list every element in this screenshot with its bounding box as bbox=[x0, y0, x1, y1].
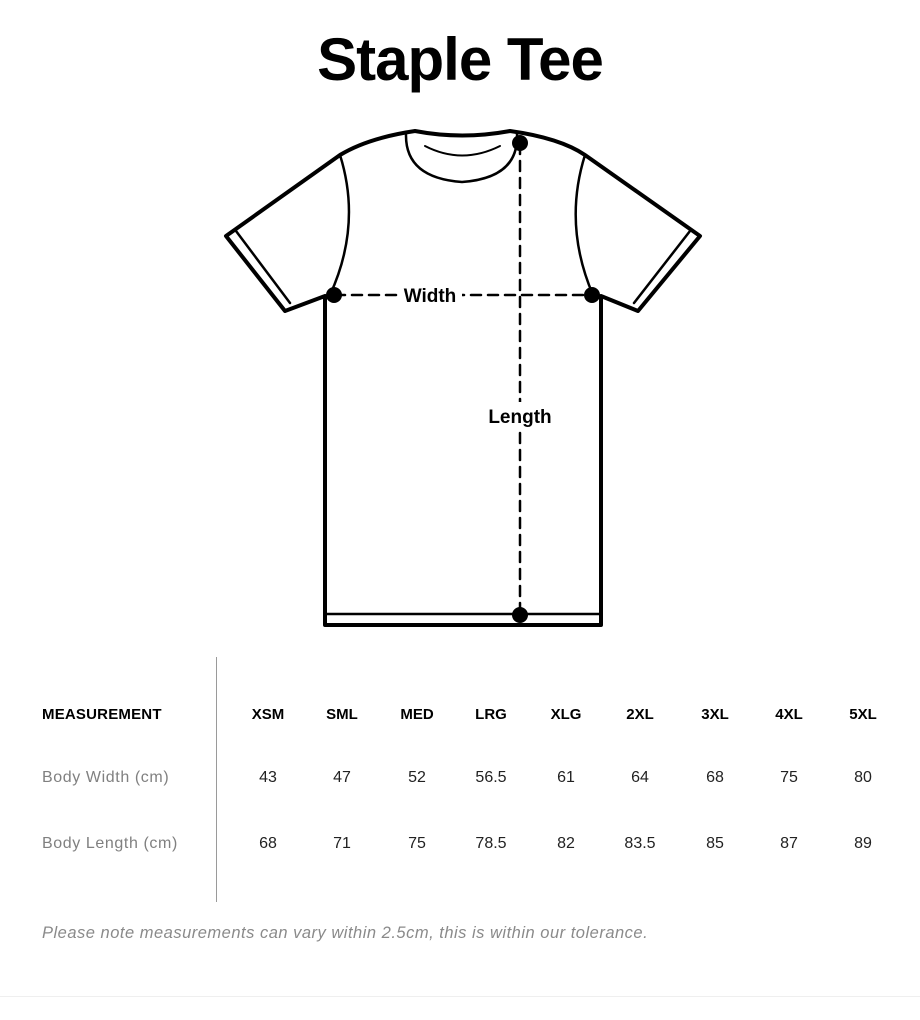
right-cuff-line bbox=[634, 231, 690, 303]
table-cell: 56.5 bbox=[475, 769, 507, 786]
tshirt-outline bbox=[226, 131, 700, 625]
left-cuff-line bbox=[236, 231, 290, 303]
table-cell: 61 bbox=[557, 769, 575, 786]
table-cell: 52 bbox=[408, 769, 426, 786]
row-label-body-width: Body Width (cm) bbox=[42, 769, 170, 786]
size-header-xsm: XSM bbox=[251, 706, 285, 723]
length-label: Length bbox=[488, 407, 552, 428]
tolerance-note: Please note measurements can vary within 2.5cm, this is within our tolerance. bbox=[42, 924, 649, 942]
size-header-4xl: 4XL bbox=[775, 706, 803, 723]
table-cell: 83.5 bbox=[624, 835, 656, 852]
collar-band bbox=[406, 134, 517, 182]
left-sleeve-seam bbox=[330, 155, 349, 295]
measurement-header: MEASUREMENT bbox=[42, 706, 162, 723]
size-header-5xl: 5XL bbox=[849, 706, 877, 723]
table-cell: 68 bbox=[706, 769, 724, 786]
width-label: Width bbox=[403, 286, 457, 307]
size-header-lrg: LRG bbox=[475, 706, 507, 723]
table-cell: 75 bbox=[780, 769, 798, 786]
length-point-top bbox=[512, 135, 528, 151]
size-header-2xl: 2XL bbox=[626, 706, 654, 723]
table-cell: 78.5 bbox=[475, 835, 507, 852]
bottom-divider bbox=[0, 996, 920, 997]
table-cell: 71 bbox=[333, 835, 351, 852]
width-point-left bbox=[326, 287, 342, 303]
table-cell: 87 bbox=[780, 835, 798, 852]
size-header-xlg: XLG bbox=[550, 706, 582, 723]
table-cell: 75 bbox=[408, 835, 426, 852]
table-cell: 68 bbox=[259, 835, 277, 852]
table-cell: 80 bbox=[854, 769, 872, 786]
table-cell: 85 bbox=[706, 835, 724, 852]
right-sleeve-seam bbox=[576, 155, 593, 295]
row-label-body-length: Body Length (cm) bbox=[42, 835, 178, 852]
width-point-right bbox=[584, 287, 600, 303]
table-cell: 89 bbox=[854, 835, 872, 852]
size-header-med: MED bbox=[400, 706, 434, 723]
size-header-3xl: 3XL bbox=[701, 706, 729, 723]
table-cell: 82 bbox=[557, 835, 575, 852]
page-title: Staple Tee bbox=[317, 26, 603, 93]
table-cell: 43 bbox=[259, 769, 277, 786]
table-cell: 47 bbox=[333, 769, 351, 786]
table-divider bbox=[216, 657, 217, 902]
length-point-bottom bbox=[512, 607, 528, 623]
table-cell: 64 bbox=[631, 769, 649, 786]
size-header-sml: SML bbox=[326, 706, 358, 723]
collar-inner bbox=[425, 146, 500, 156]
